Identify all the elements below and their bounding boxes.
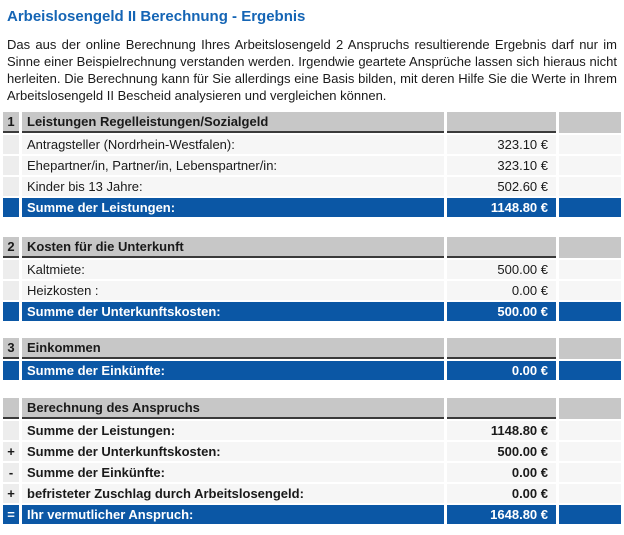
filler-cell: [559, 361, 621, 380]
row-label: Kaltmiete:: [22, 260, 444, 279]
filler-cell: [559, 237, 621, 258]
table-row: [3, 442, 621, 461]
total-label: Summe der Unterkunftskosten:: [22, 302, 444, 321]
result-value: 1648.80 €: [447, 505, 556, 524]
row-value: 500.00 €: [447, 442, 556, 461]
row-label: Summe der Einkünfte:: [22, 463, 444, 482]
row-label: Antragsteller (Nordrhein-Westfalen):: [22, 135, 444, 154]
section-number: 3: [3, 338, 19, 359]
row-operator-plus: +: [3, 442, 19, 461]
section-header-row: [3, 237, 621, 258]
filler-cell: [559, 302, 621, 321]
filler-cell: [559, 260, 621, 279]
section-header-row: [3, 338, 621, 359]
section-table-einkommen: [0, 336, 624, 382]
row-operator: [3, 302, 19, 321]
filler-cell: [559, 112, 621, 133]
filler-cell: [559, 463, 621, 482]
section-header-value-cell: [447, 338, 556, 359]
filler-cell: [559, 484, 621, 503]
row-operator: [3, 361, 19, 380]
row-label: Kinder bis 13 Jahre:: [22, 177, 444, 196]
section-header-value-cell: [447, 398, 556, 419]
row-label: Heizkosten :: [22, 281, 444, 300]
section-header-row: [3, 112, 621, 133]
filler-cell: [559, 338, 621, 359]
section-title: Kosten für die Unterkunft: [22, 237, 444, 258]
section-table-leistungen: [0, 110, 624, 219]
row-value: 500.00 €: [447, 260, 556, 279]
total-row: [3, 361, 621, 380]
filler-cell: [559, 177, 621, 196]
row-label: befristeter Zuschlag durch Arbeitslosengeld:: [22, 484, 444, 503]
filler-cell: [559, 505, 621, 524]
table-row: [3, 177, 621, 196]
row-value: 323.10 €: [447, 135, 556, 154]
row-label: Summe der Leistungen:: [22, 421, 444, 440]
page-title: Arbeislosengeld II Berechnung - Ergebnis: [7, 8, 306, 25]
section-header-value-cell: [447, 112, 556, 133]
row-label: Summe der Unterkunftskosten:: [22, 442, 444, 461]
total-label: Summe der Einkünfte:: [22, 361, 444, 380]
table-row: [3, 463, 621, 482]
section-table-berechnung: [0, 396, 624, 526]
section-number: 2: [3, 237, 19, 258]
total-value: 500.00 €: [447, 302, 556, 321]
section-title: Berechnung des Anspruchs: [22, 398, 444, 419]
total-label: Summe der Leistungen:: [22, 198, 444, 217]
section-header-row: [3, 398, 621, 419]
table-row: [3, 281, 621, 300]
total-value: 0.00 €: [447, 361, 556, 380]
intro-text: Das aus der online Berechnung Ihres Arbeitslosengeld 2 Anspruchs resultierende Ergebnis darf nur im Sinne einer Beispielrechnung verstanden werden. Irgendwie geartete Ansprüche lassen sich hieraus nicht herleiten. Die Berechnung kann für Sie allerdings eine Basis bilden, mit deren Hilfe Sie die Werte in Ihrem Arbeitslosengeld II Bescheid analysieren und vergleichen können.: [7, 37, 617, 103]
row-operator: [3, 421, 19, 440]
filler-cell: [559, 198, 621, 217]
row-operator: [3, 198, 19, 217]
row-operator-equals: =: [3, 505, 19, 524]
row-operator: [3, 177, 19, 196]
section-number: 1: [3, 112, 19, 133]
row-value: 323.10 €: [447, 156, 556, 175]
section-header-value-cell: [447, 237, 556, 258]
row-operator-plus: +: [3, 484, 19, 503]
row-value: 1148.80 €: [447, 421, 556, 440]
total-value: 1148.80 €: [447, 198, 556, 217]
section-title: Leistungen Regelleistungen/Sozialgeld: [22, 112, 444, 133]
total-row: [3, 302, 621, 321]
section-table-unterkunft: [0, 235, 624, 323]
row-label: Ehepartner/in, Partner/in, Lebenspartner/in:: [22, 156, 444, 175]
section-number: [3, 398, 19, 419]
total-row: [3, 198, 621, 217]
row-value: 0.00 €: [447, 484, 556, 503]
result-row: [3, 505, 621, 524]
row-operator: [3, 260, 19, 279]
row-operator: [3, 156, 19, 175]
table-row: [3, 156, 621, 175]
section-title: Einkommen: [22, 338, 444, 359]
table-row: [3, 135, 621, 154]
table-row: [3, 260, 621, 279]
filler-cell: [559, 421, 621, 440]
row-value: 502.60 €: [447, 177, 556, 196]
row-operator: [3, 281, 19, 300]
filler-cell: [559, 281, 621, 300]
result-label: Ihr vermutlicher Anspruch:: [22, 505, 444, 524]
table-row: [3, 484, 621, 503]
filler-cell: [559, 398, 621, 419]
row-value: 0.00 €: [447, 463, 556, 482]
filler-cell: [559, 442, 621, 461]
row-operator-minus: -: [3, 463, 19, 482]
filler-cell: [559, 135, 621, 154]
row-value: 0.00 €: [447, 281, 556, 300]
row-operator: [3, 135, 19, 154]
table-row: [3, 421, 621, 440]
filler-cell: [559, 156, 621, 175]
